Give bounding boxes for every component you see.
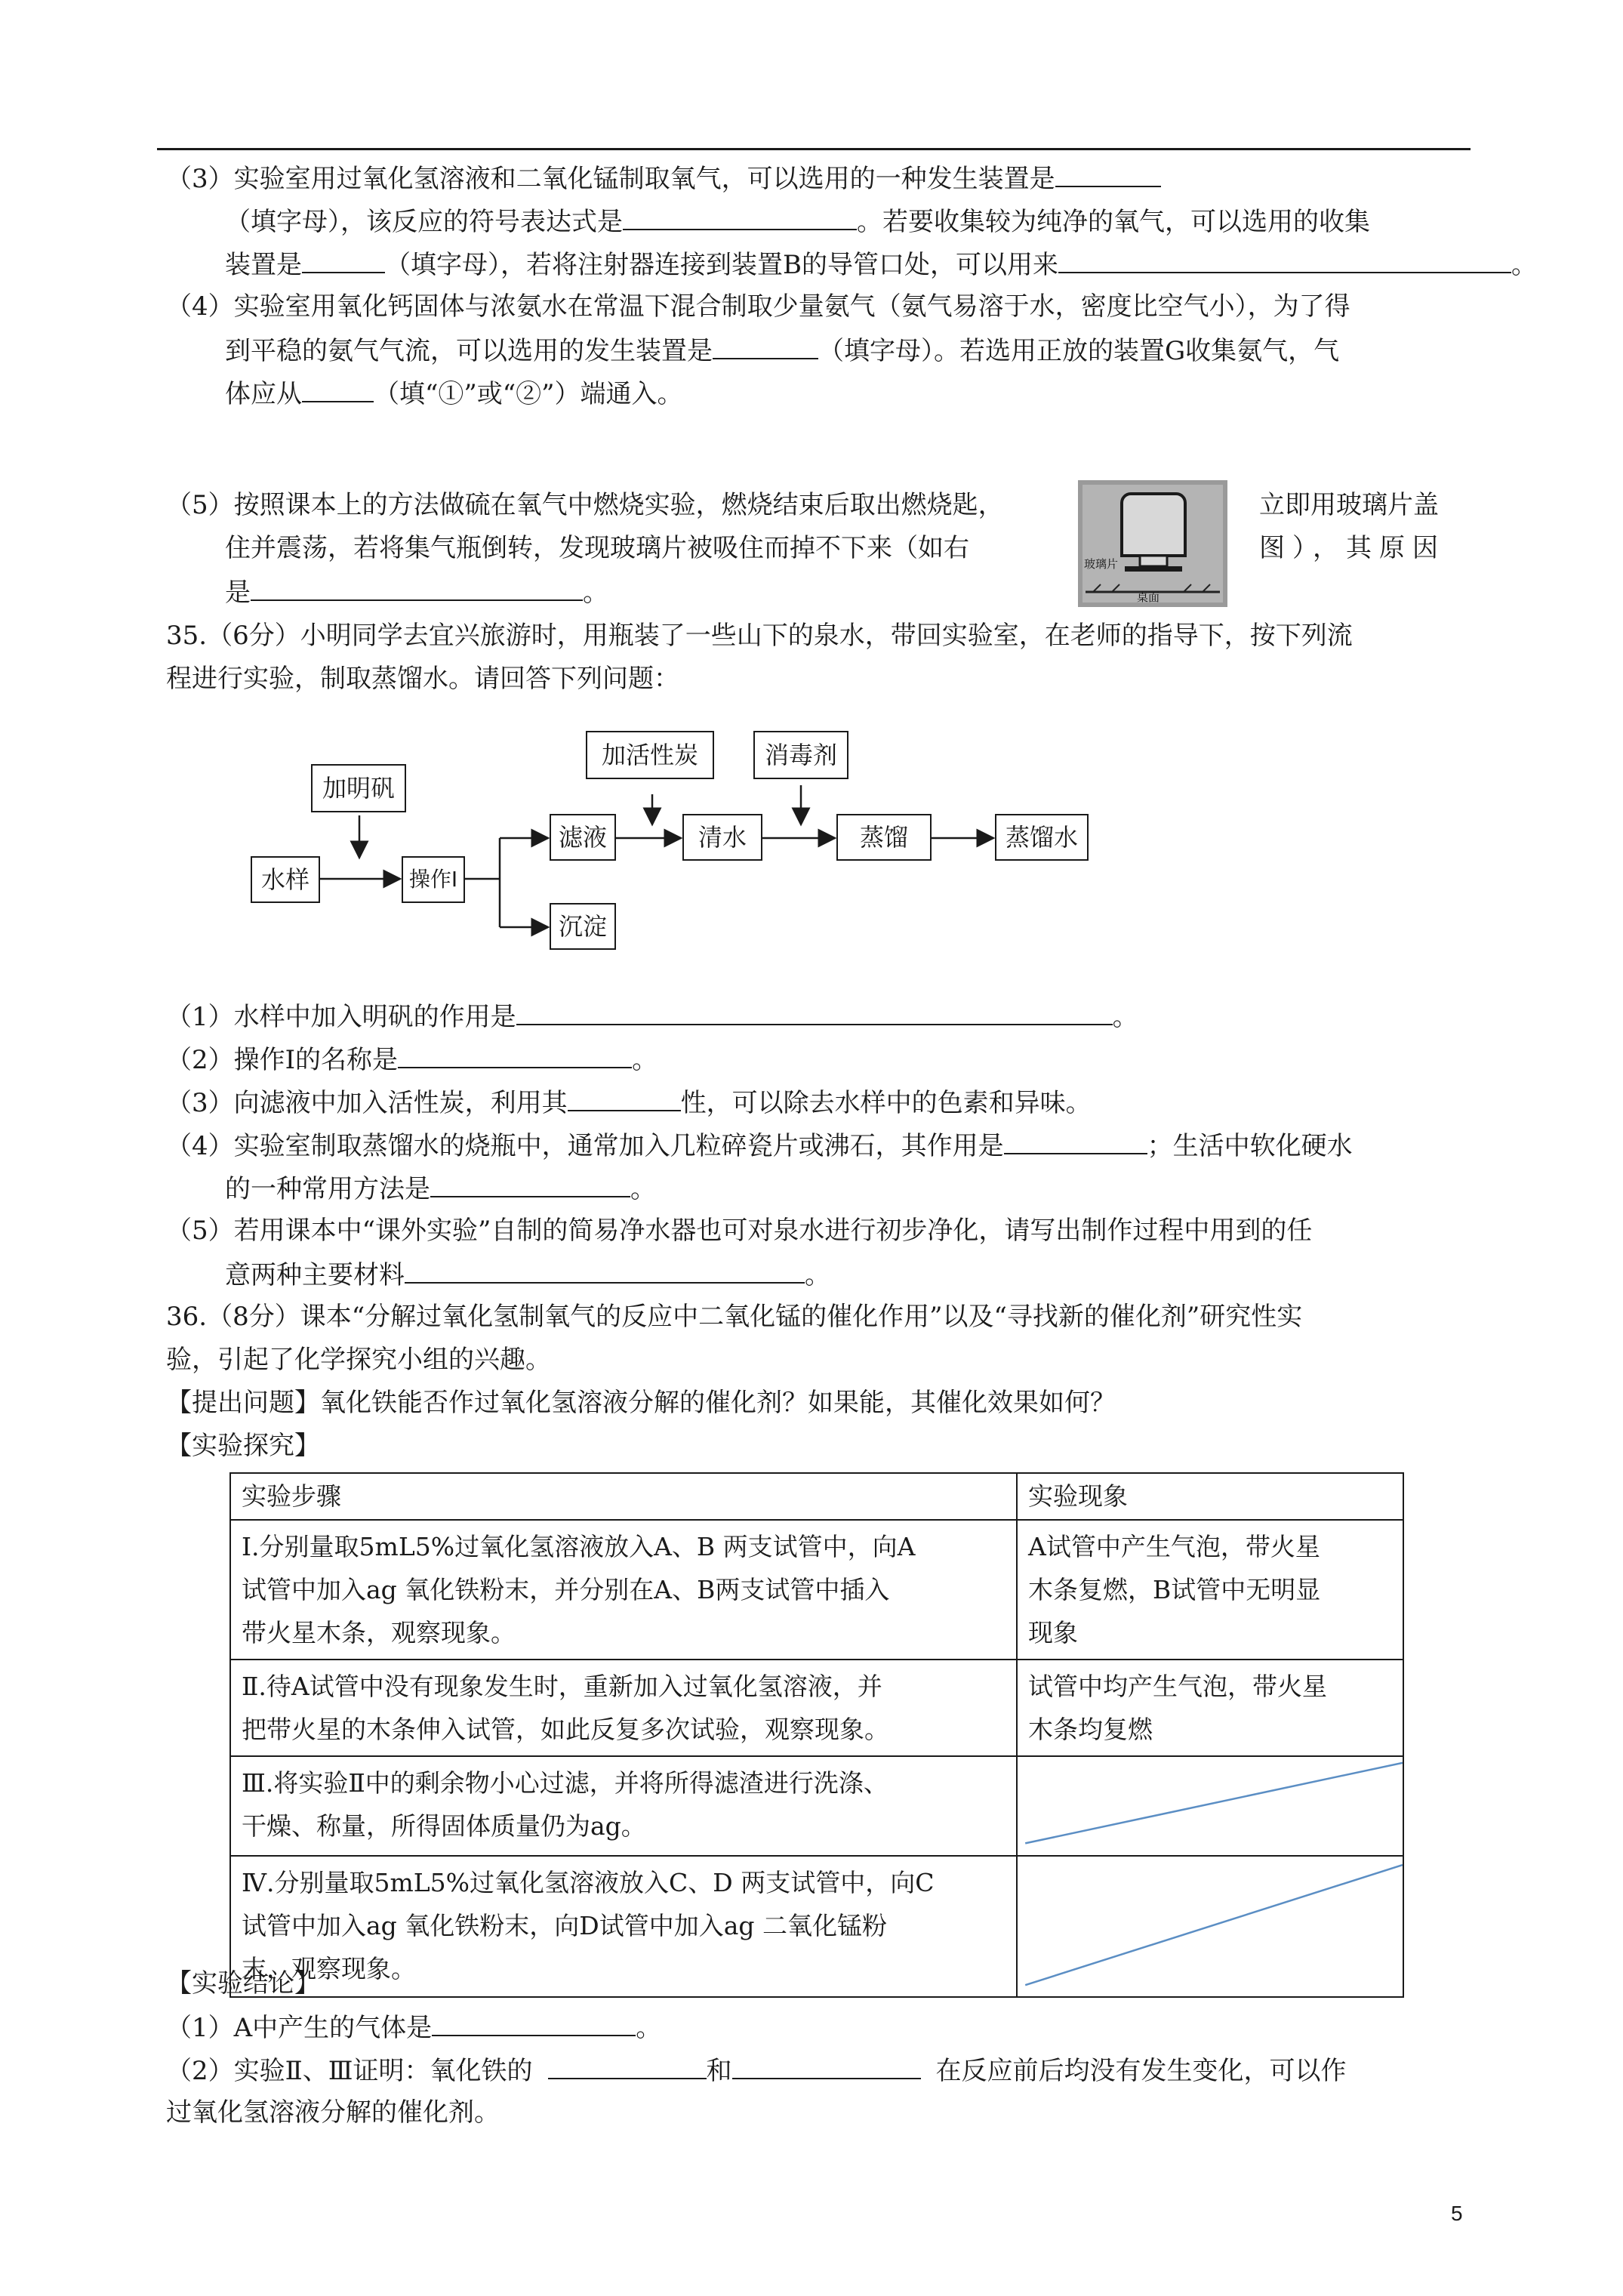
q35-4-line2: 的一种常用方法是 。	[225, 1174, 656, 1204]
flow-box-carbon: 加活性炭	[586, 731, 714, 779]
answer-blank[interactable]	[548, 2057, 707, 2079]
q34-5-line1: （5）按照课本上的方法做硫在氧气中燃烧实验，燃烧结束后取出燃烧匙，	[166, 490, 1004, 520]
answer-blank[interactable]	[432, 2014, 636, 2036]
q34-4-line3: 体应从 （填“①”或“②”）端通入。	[225, 379, 683, 409]
answer-blank[interactable]	[430, 1175, 630, 1197]
q36-explore-heading: 【实验探究】	[166, 1431, 320, 1461]
row2-phenomena: 试管中均产生气泡，带火星 木条均复燃	[1017, 1660, 1403, 1756]
table-row	[230, 1756, 1403, 1856]
flow-box-op1: 操作Ⅰ	[402, 856, 465, 903]
table-row	[230, 1520, 1403, 1660]
q34-5-line1-right: 立即用玻璃片盖	[1259, 490, 1439, 520]
slash-mark	[1018, 1757, 1403, 1855]
answer-blank[interactable]	[405, 1261, 805, 1284]
q34-3-line3: 装置是 （填字母），若将注射器连接到装置B的导管口处，可以用来 。	[225, 250, 1537, 280]
flow-box-alum: 加明矾	[311, 764, 406, 812]
q34-5-line2-right: 图），其原因	[1259, 533, 1446, 563]
row1-steps: Ⅰ.分别量取5mL5%过氧化氢溶液放入A、B 两支试管中，向A 试管中加入ag 氧化铁粉末，并分别在A、B两支试管中插入 带火星木条，观察现象。	[230, 1520, 1017, 1660]
q35-5-line2: 意两种主要材料 。	[225, 1260, 830, 1290]
q34-3-line1: （3）实验室用过氧化氢溶液和二氧化锰制取氧气，可以选用的一种发生装置是	[166, 165, 1161, 192]
page-number: 5	[1451, 2202, 1463, 2225]
row4-steps: Ⅳ.分别量取5mL5%过氧化氢溶液放入C、D 两支试管中，向C 试管中加入ag 氧化铁粉末，向D试管中加入ag 二氧化锰粉 末，观察现象。	[230, 1856, 1017, 1997]
q34-5-line2: 住并震荡，若将集气瓶倒转，发现玻璃片被吸住而掉不下来（如右	[225, 533, 969, 563]
row4-phenomena-empty	[1017, 1856, 1403, 1997]
flow-box-distilled-water: 蒸馏水	[995, 814, 1089, 861]
q36-c1: （1）A中产生的气体是 。	[166, 2013, 662, 2043]
answer-blank[interactable]	[1004, 1132, 1147, 1154]
row3-phenomena-empty	[1017, 1756, 1403, 1856]
row3-steps: Ⅲ.将实验Ⅱ中的剩余物小心过滤，并将所得滤渣进行洗涤、 干燥、称量，所得固体质量仍为ag。	[230, 1756, 1017, 1856]
table-row	[230, 1856, 1403, 1997]
q35-3: （3）向滤液中加入活性炭，利用其 性，可以除去水样中的色素和异味。	[166, 1088, 1092, 1118]
q34-3-line2: （填字母），该反应的符号表达式是 。若要收集较为纯净的氧气，可以选用的收集	[225, 207, 1370, 237]
header-phenomena: 实验现象	[1017, 1473, 1403, 1520]
glass-label: 玻璃片	[1084, 557, 1119, 571]
q34-4-line2: 到平稳的氨气气流，可以选用的发生装置是 （填字母）。若选用正放的装置G收集氨气，气	[225, 336, 1340, 366]
answer-blank[interactable]	[398, 1046, 632, 1068]
q36-question: 【提出问题】氧化铁能否作过氧化氢溶液分解的催化剂？如果能，其催化效果如何？	[166, 1388, 1116, 1418]
table-label: 桌面	[1137, 590, 1160, 604]
q36-c2-line2: 过氧化氢溶液分解的催化剂。	[166, 2097, 500, 2128]
q36-c2-line1: （2）实验Ⅱ、Ⅲ证明：氧化铁的 和 在反应前后均没有发生变化，可以作	[166, 2056, 1347, 2086]
answer-blank[interactable]	[568, 1089, 681, 1111]
table-row	[230, 1660, 1403, 1756]
q34-4-line1: （4）实验室用氧化钙固体与浓氨水在常温下混合制取少量氨气（氨气易溶于水，密度比空气小），为了得	[166, 291, 1350, 322]
q35-intro-1: 35.（6分）小明同学去宜兴旅游时，用瓶装了一些山下的泉水，带回实验室，在老师的指导下，按下列流	[166, 621, 1353, 651]
flow-box-sample: 水样	[251, 856, 320, 903]
q35-2: （2）操作Ⅰ的名称是 。	[166, 1045, 658, 1075]
flow-box-sediment: 沉淀	[550, 903, 616, 950]
q36-intro-1: 36.（8分）课本“分解过氧化氢制氧气的反应中二氧化锰的催化作用”以及“寻找新的催化剂”研究性实	[166, 1302, 1303, 1332]
flow-arrows	[0, 0, 1623, 982]
q36-conclusion-heading: 【实验结论】	[166, 1968, 320, 1999]
q35-4-line1: （4）实验室制取蒸馏水的烧瓶中，通常加入几粒碎瓷片或沸石，其作用是 ；生活中软化硬水	[166, 1131, 1353, 1161]
flow-box-filtrate: 滤液	[550, 814, 616, 861]
flow-box-distill: 蒸馏	[836, 814, 932, 861]
flow-box-clear-water: 清水	[682, 814, 762, 861]
q34-5-line3: 是 。	[225, 578, 608, 608]
answer-blank[interactable]	[732, 2057, 921, 2079]
experiment-table	[229, 1472, 1404, 1998]
table-header-row	[230, 1473, 1403, 1520]
header-steps: 实验步骤	[230, 1473, 1017, 1520]
q35-intro-2: 程进行实验，制取蒸馏水。请回答下列问题：	[166, 664, 679, 694]
answer-blank[interactable]	[516, 1003, 1113, 1025]
flow-box-disinfectant: 消毒剂	[753, 731, 848, 779]
q35-1: （1）水样中加入明矾的作用是 。	[166, 1002, 1138, 1032]
row2-steps: Ⅱ.待A试管中没有现象发生时，重新加入过氧化氢溶液，并 把带火星的木条伸入试管，如此反复多次试验，观察现象。	[230, 1660, 1017, 1756]
slash-mark	[1018, 1857, 1403, 1996]
row1-phenomena: A试管中产生气泡，带火星 木条复燃，B试管中无明显 现象	[1017, 1520, 1403, 1660]
q35-5-line1: （5）若用课本中“课外实验”自制的简易净水器也可对泉水进行初步净化，请写出制作过程中用到的任	[166, 1216, 1313, 1246]
q36-intro-2: 验，引起了化学探究小组的兴趣。	[166, 1345, 551, 1375]
